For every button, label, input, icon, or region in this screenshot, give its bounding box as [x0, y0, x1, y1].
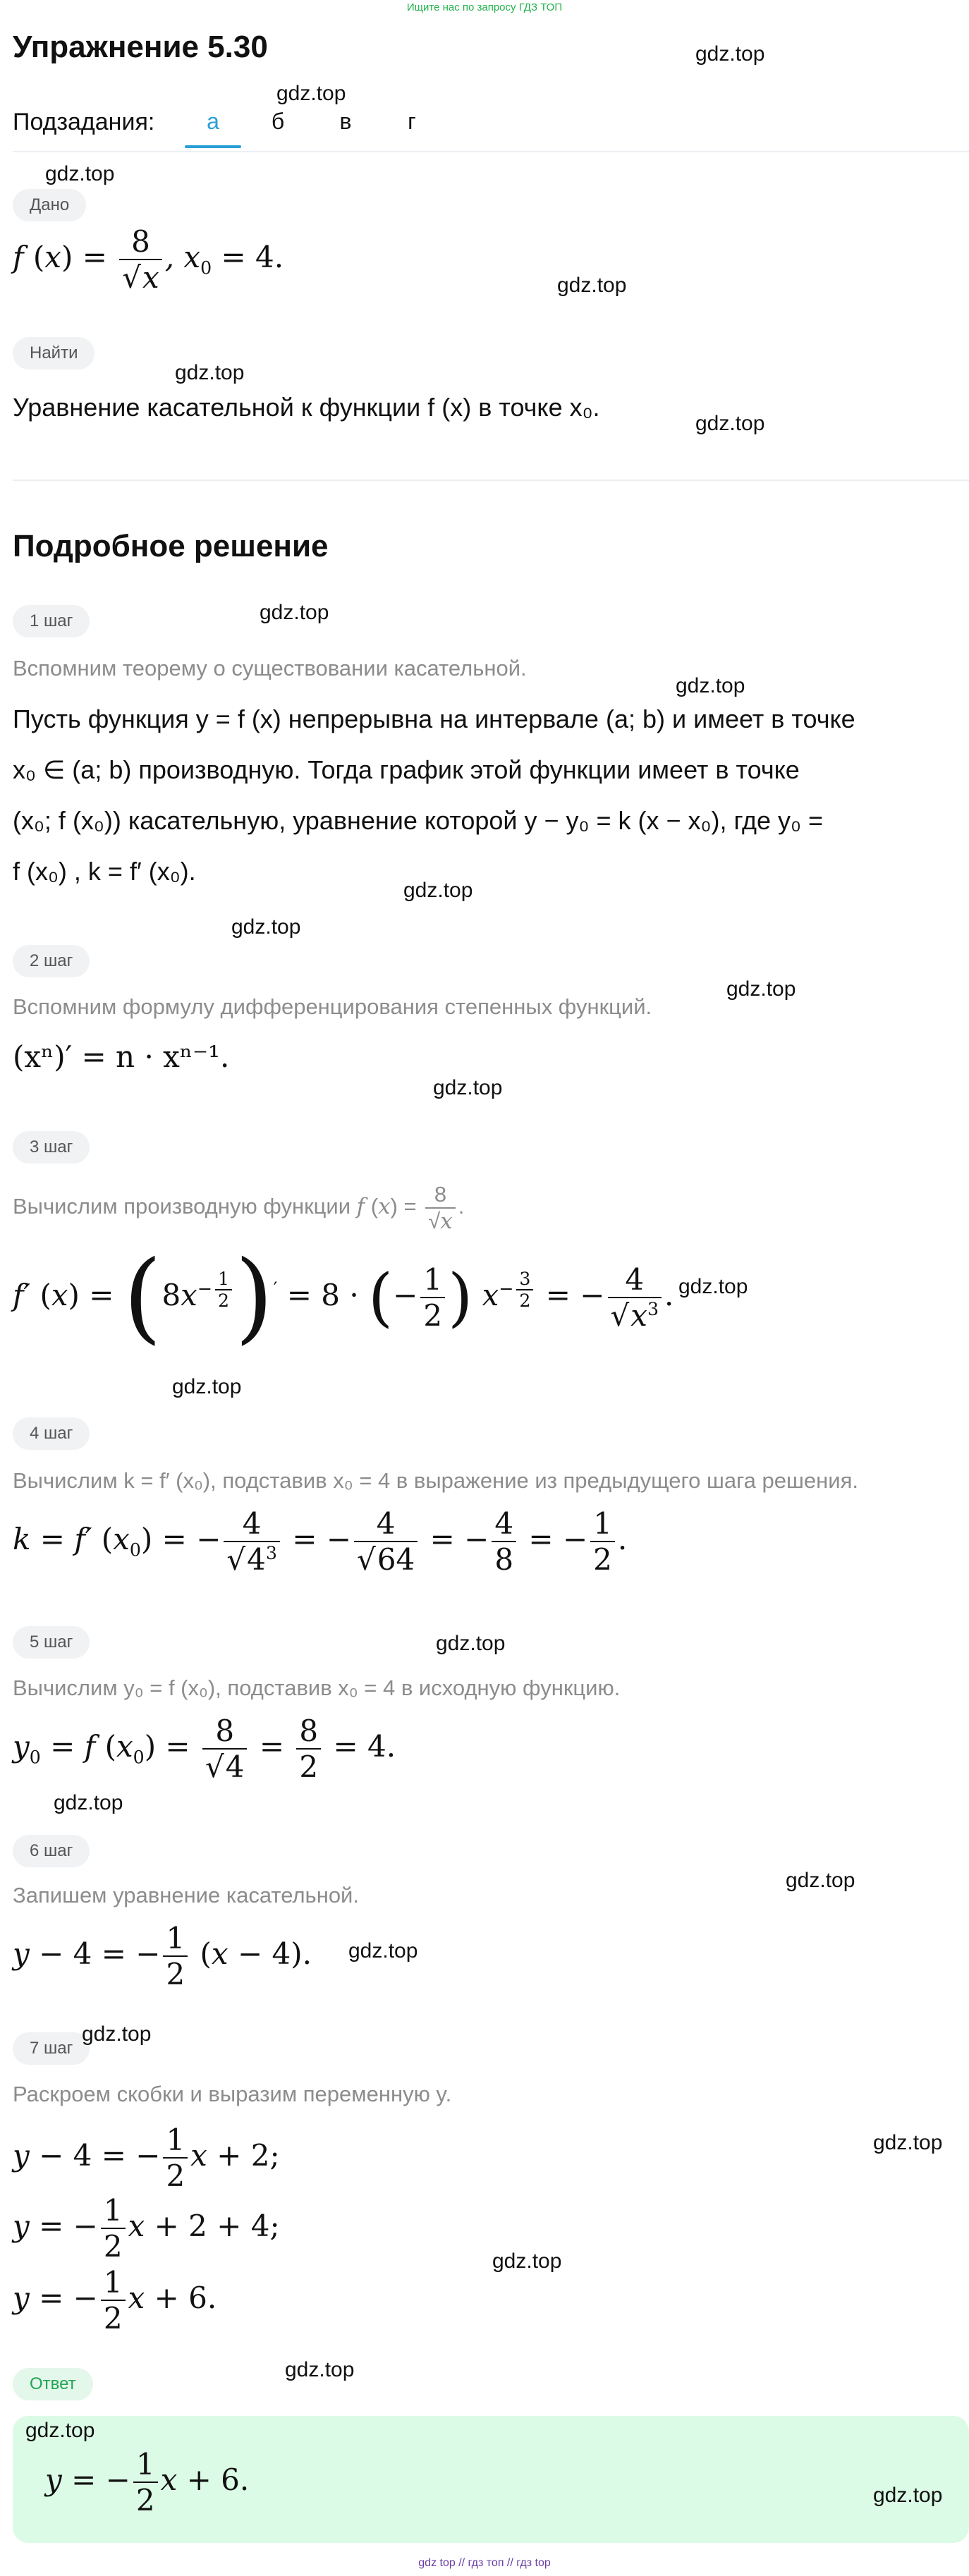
step-5-hint: Вычислим y₀ = f (x₀), подставив x₀ = 4 в исходную функцию. — [13, 1675, 621, 1700]
solution-title: Подробное решение — [13, 529, 329, 563]
watermark: gdz.top — [678, 1275, 748, 1298]
step-2-formula: (xⁿ)′ = n · xⁿ⁻¹. — [13, 1039, 230, 1074]
section-divider — [13, 480, 969, 481]
watermark: gdz.top — [25, 2419, 95, 2442]
step-3-badge: 3 шаг — [13, 1131, 90, 1164]
step-5-formula: $y_0 = f$ $(x_0)$ = $\frac{8}{√4}$ = $\frac{8}{2}$ = 4. — [13, 1714, 396, 1784]
step-2-hint: Вспомним формулу дифференцирования степенных функций. — [13, 994, 652, 1019]
watermark: gdz.top — [403, 879, 473, 902]
active-tab-indicator — [185, 145, 241, 148]
watermark: gdz.top — [873, 2484, 943, 2507]
step-4-hint: Вычислим k = f′ (x₀), подставив x₀ = 4 в выражение из предыдущего шага решения. — [13, 1468, 858, 1493]
step-7-badge: 7 шаг — [13, 2032, 90, 2065]
step-4-formula: k = f′ $(x_0)$ = − $\frac{4}{√4^3}$ = − $\frac{4}{√64}$ = − $\frac{4}{8}$ = − $\frac{1}{2}$ . — [13, 1506, 628, 1577]
step-1-line-4: f (x₀) , k = f′ (x₀). — [13, 857, 196, 886]
watermark: gdz.top — [492, 2250, 562, 2273]
watermark: gdz.top — [557, 274, 627, 297]
watermark: gdz.top — [45, 162, 115, 185]
step-6-hint: Запишем уравнение касательной. — [13, 1883, 359, 1907]
watermark: gdz.top — [175, 361, 245, 384]
step-1-badge: 1 шаг — [13, 605, 90, 637]
step-4-badge: 4 шаг — [13, 1417, 90, 1450]
step-6-badge: 6 шаг — [13, 1835, 90, 1867]
given-formula: f (x) = $\frac{8}{√x}$ , $x_0 = 4$. — [13, 224, 284, 295]
tabs-divider — [13, 151, 969, 152]
tab-a[interactable]: а — [207, 109, 219, 134]
watermark: gdz.top — [676, 674, 745, 697]
step-2-badge: 2 шаг — [13, 945, 90, 977]
watermark: gdz.top — [82, 2022, 152, 2046]
watermark: gdz.top — [172, 1375, 242, 1398]
answer-formula: y = − $\frac{1}{2}$ x + 6. — [45, 2447, 250, 2517]
watermark: gdz.top — [726, 977, 796, 1001]
top-banner: Ищите нас по запросу ГДЗ ТОП — [406, 1, 563, 13]
watermark: gdz.top — [260, 601, 329, 624]
watermark: gdz.top — [276, 82, 346, 105]
watermark: gdz.top — [348, 1939, 418, 1962]
answer-badge: Ответ — [13, 2368, 93, 2400]
subtasks-label: Подзадания: — [13, 109, 155, 135]
tab-b[interactable]: б — [271, 109, 285, 134]
subtasks-tabs — [13, 106, 969, 151]
step-6-formula: y − 4 = − $\frac{1}{2}$ (x − 4). — [13, 1921, 312, 1991]
given-badge: Дано — [13, 189, 86, 221]
footer-links[interactable]: gdz top // гдз топ // гдз top — [418, 2557, 551, 2569]
step-3-formula: f′ $(x) = (8x^{- \frac{1}{2}}$ )′ = 8 · (− $\frac{1}{2}$ ) $x^{- \frac{3}{2}}$ = − $\frac{4}{√x^3}$ . — [13, 1240, 674, 1355]
page-title: Упражнение 5.30 — [13, 30, 268, 64]
step-3-hint: Вычислим производную функции f (x) = $\frac{8}{√x}$ . — [13, 1182, 465, 1234]
tab-v[interactable]: в — [339, 109, 352, 134]
watermark: gdz.top — [695, 42, 765, 66]
step-1-line-2: x₀ ∈ (a; b) производную. Тогда график этой функции имеет в точке — [13, 755, 800, 784]
step-7-hint: Раскроем скобки и выразим переменную y. — [13, 2082, 452, 2106]
watermark: gdz.top — [873, 2131, 943, 2154]
watermark: gdz.top — [433, 1076, 503, 1099]
watermark: gdz.top — [695, 412, 765, 435]
step-1-line-3: (x₀; f (x₀)) касательную, уравнение которой y − y₀ = k (x − x₀), где y₀ = — [13, 806, 823, 835]
watermark: gdz.top — [231, 915, 301, 939]
find-badge: Найти — [13, 337, 95, 370]
tab-g[interactable]: г — [408, 109, 416, 134]
watermark: gdz.top — [285, 2358, 355, 2381]
watermark: gdz.top — [436, 1632, 506, 1655]
step-1-hint: Вспомним теорему о существовании касательной. — [13, 656, 527, 680]
step-5-badge: 5 шаг — [13, 1626, 90, 1659]
watermark: gdz.top — [54, 1791, 123, 1814]
watermark: gdz.top — [786, 1869, 855, 1892]
step-7-line-2: y = − $\frac{1}{2}$ x + 2 + 4; — [13, 2193, 280, 2264]
find-text: Уравнение касательной к функции f (x) в точке x₀. — [13, 393, 600, 422]
step-7-line-1: y − 4 = − $\frac{1}{2}$ x + 2; — [13, 2123, 280, 2193]
step-7-line-3: y = − $\frac{1}{2}$ x + 6. — [13, 2265, 217, 2336]
step-1-line-1: Пусть функция y = f (x) непрерывна на интервале (a; b) и имеет в точке — [13, 704, 855, 733]
